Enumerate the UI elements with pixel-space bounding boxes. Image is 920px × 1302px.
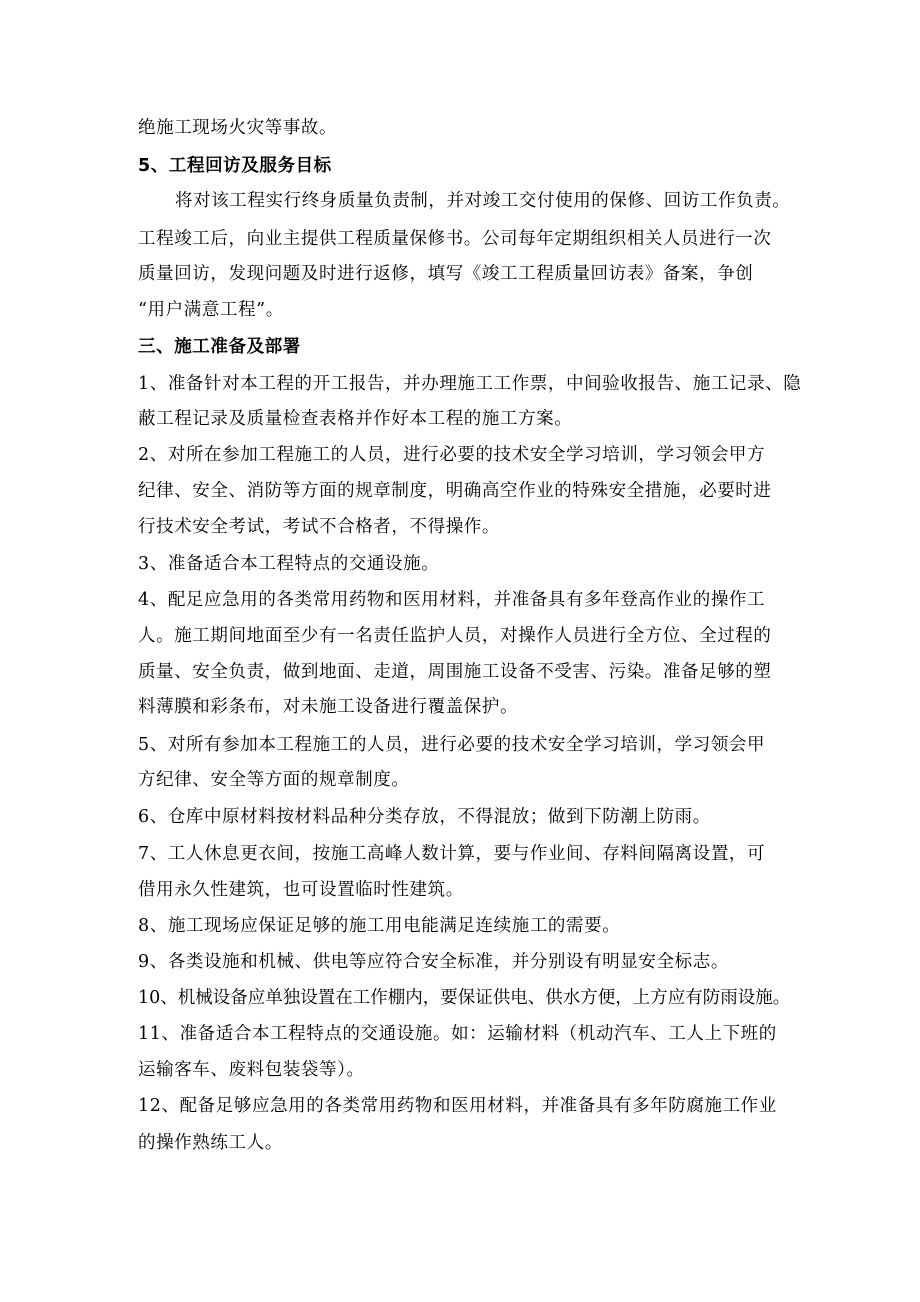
text-line: 质量、安全负责，做到地面、走道，周围施工设备不受害、污染。准备足够的塑 [138, 662, 772, 682]
text-line: 9、各类设施和机械、供电等应符合安全标准，并分别设有明显安全标志。 [138, 952, 729, 972]
text-line: 3、准备适合本工程特点的交通设施。 [138, 554, 440, 574]
text-line: 4、配足应急用的各类常用药物和医用材料，并准备具有多年登高作业的操作工 [138, 590, 766, 610]
text-line: 运输客车、废料包装袋等）。 [138, 1060, 365, 1080]
text-line: 绝施工现场火灾等事故。 [138, 118, 338, 138]
text-line: 料薄膜和彩条布，对未施工设备进行覆盖保护。 [138, 697, 519, 717]
text-line: 借用永久性建筑，也可设置临时性建筑。 [138, 880, 464, 900]
text-line: 方纪律、安全等方面的规章制度。 [138, 770, 410, 790]
text-line: 6、仓库中原材料按材料品种分类存放，不得混放；做到下防潮上防雨。 [138, 807, 711, 827]
text-line: 10、机械设备应单独设置在工作棚内，要保证供电、供水方便，上方应有防雨设施。 [138, 988, 791, 1008]
text-line: “用户满意工程”。 [138, 300, 284, 320]
text-line: 5、对所有参加本工程施工的人员，进行必要的技术安全学习培训，学习领会甲 [138, 735, 766, 755]
text-line: 的操作熟练工人。 [138, 1133, 283, 1153]
text-line: 7、工人休息更衣间，按施工高峰人数计算，要与作业间、存料间隔离设置，可 [138, 844, 766, 864]
text-line: 12、配备足够应急用的各类常用药物和医用材料，并准备具有多年防腐施工作业 [138, 1096, 777, 1116]
text-line: 1、准备针对本工程的开工报告，并办理施工工作票，中间验收报告、施工记录、隐 [138, 374, 802, 394]
text-line: 质量回访，发现问题及时进行返修，填写《竣工工程质量回访表》备案，争创 [138, 264, 754, 284]
text-line: 8、施工现场应保证足够的施工用电能满足连续施工的需要。 [138, 916, 621, 936]
text-line: 2、对所在参加工程施工的人员，进行必要的技术安全学习培训，学习领会甲方 [138, 445, 766, 465]
text-line: 人。施工期间地面至少有一名责任监护人员，对操作人员进行全方位、全过程的 [138, 626, 772, 646]
text-line: 工程竣工后，向业主提供工程质量保修书。公司每年定期组织相关人员进行一次 [138, 229, 772, 249]
text-line: 蔽工程记录及质量检查表格并作好本工程的施工方案。 [138, 409, 573, 429]
text-line: 行技术安全考试，考试不合格者，不得操作。 [138, 517, 500, 537]
text-line: 纪律、安全、消防等方面的规章制度，明确高空作业的特殊安全措施，必要时进 [138, 481, 772, 501]
text-line: 11、准备适合本工程特点的交通设施。如：运输材料（机动汽车、工人上下班的 [138, 1024, 777, 1044]
text-line: 将对该工程实行终身质量负责制，并对竣工交付使用的保修、回访工作负责。 [175, 191, 791, 211]
section-heading-preparation: 三、施工准备及部署 [138, 337, 301, 357]
section-heading-service-goal: 5、工程回访及服务目标 [138, 156, 332, 176]
